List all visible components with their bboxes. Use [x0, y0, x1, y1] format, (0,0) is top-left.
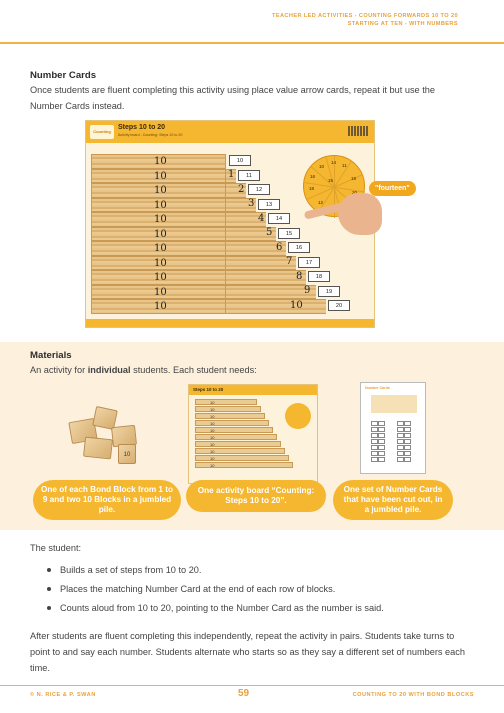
materials-intro-end: students. Each student needs: [130, 365, 257, 375]
ten-block: 10 [91, 285, 226, 300]
mini-row: 10 [195, 420, 269, 426]
sheet-cell [404, 433, 411, 438]
ten-block: 10 [91, 198, 226, 213]
mini-row: 10 [195, 434, 277, 440]
board-title: Steps 10 to 20 [118, 124, 166, 131]
list-item-text: Builds a set of steps from 10 to 20. [60, 565, 202, 575]
sheet-cell [371, 445, 378, 450]
board-brand-mark [348, 126, 368, 136]
ten-block: 10 [91, 183, 226, 198]
ten-block: 10 [91, 227, 226, 242]
mini-row: 10 [195, 399, 257, 405]
ten-block: 10 [91, 299, 226, 314]
number-card: 15 [278, 228, 300, 239]
sheet-cell [397, 451, 404, 456]
header-line-1: TEACHER LED ACTIVITIES - COUNTING FORWARDS 10 TO 20 [272, 13, 458, 19]
sheet-cell [371, 427, 378, 432]
step-block [226, 270, 306, 285]
ten-block: 10 [91, 154, 226, 169]
mini-row: 10 [195, 462, 293, 468]
step-number: 5 [266, 227, 273, 238]
wheel-number: 15 [328, 178, 334, 183]
sheet-cell [404, 427, 411, 432]
list-item-text: Places the matching Number Card at the end of each row of blocks. [60, 584, 336, 594]
bond-blocks-pile-image [62, 390, 152, 470]
list-item [44, 581, 464, 597]
sheet-cell [378, 451, 385, 456]
wheel-number: 11 [342, 163, 347, 168]
wheel-number: 16 [310, 174, 316, 179]
wheel-number: 14 [331, 160, 337, 165]
mini-activity-board-image [188, 384, 318, 484]
sheet-cell [397, 433, 404, 438]
sheet-cell [371, 421, 378, 426]
sheet-cell [404, 439, 411, 444]
mini-number-wheel [285, 403, 311, 429]
number-card: 19 [318, 286, 340, 297]
ten-block: 10 [91, 241, 226, 256]
number-card: 11 [238, 170, 260, 181]
page-header [272, 12, 458, 28]
material-label-number-cards: One set of Number Cards that have been cut out, in a jumbled pile. [333, 480, 453, 520]
student-steps-list [44, 562, 464, 619]
number-card: 10 [229, 155, 251, 166]
mini-row: 10 [195, 406, 261, 412]
ten-block: 10 [91, 256, 226, 271]
number-card: 12 [248, 184, 270, 195]
board-header-bar [86, 121, 374, 143]
ten-block: 10 [91, 270, 226, 285]
wheel-number: 19 [351, 176, 357, 181]
bullet-dot [47, 587, 51, 591]
number-card: 13 [258, 199, 280, 210]
number-cards-title: Number Cards [30, 70, 97, 81]
wheel-number: 12 [318, 200, 324, 205]
step-number: 9 [304, 285, 311, 296]
sheet-cell [404, 457, 411, 462]
mini-board-title: Steps 10 to 20 [193, 387, 224, 392]
step-number: 8 [296, 270, 303, 282]
board-footer-bar [86, 319, 374, 327]
mini-row: 10 [195, 455, 289, 461]
step-number: 6 [276, 241, 283, 253]
number-card: 20 [328, 300, 350, 311]
number-cards-text: Once students are fluent completing this activity using place value arrow cards, repeat it but use the Number Cards instead. [30, 85, 435, 111]
board-logo: Counting [90, 125, 114, 139]
mini-row: 10 [195, 441, 281, 447]
sheet-cell [378, 457, 385, 462]
step-block [226, 299, 326, 314]
step-number: 7 [286, 256, 293, 267]
bond-block [83, 437, 113, 460]
number-card: 18 [308, 271, 330, 282]
speech-bubble: "fourteen" [369, 181, 416, 196]
sheet-cell [378, 427, 385, 432]
number-card: 17 [298, 257, 320, 268]
student-intro: The student: [30, 543, 82, 553]
material-label-bond-blocks: One of each Bond Block from 1 to 9 and two 10 Blocks in a jumbled pile. [33, 480, 181, 520]
sheet-cell [404, 451, 411, 456]
sheet-cell [371, 439, 378, 444]
pointing-hand-image [338, 193, 382, 235]
sheet-cell [404, 445, 411, 450]
mini-row: 10 [195, 448, 285, 454]
header-rule [0, 42, 504, 44]
step-number: 2 [238, 183, 245, 195]
bullet-dot [47, 606, 51, 610]
step-number: 10 [290, 299, 303, 311]
step-number: 1 [228, 169, 235, 180]
sheet-title: Number Cards [365, 386, 390, 390]
wheel-number: 10 [319, 164, 325, 169]
footer-rule [0, 685, 504, 686]
step-number: 4 [258, 212, 265, 224]
step-block [226, 285, 316, 300]
mini-row: 10 [195, 427, 273, 433]
number-card-sheet-image [360, 382, 426, 474]
page-number: 59 [238, 688, 250, 699]
footer-copyright: © N. RICE & P. SWAN [30, 692, 96, 698]
sheet-cell [371, 457, 378, 462]
sheet-cell [397, 439, 404, 444]
closing-paragraph: After students are fluent completing this independently, repeat the activity in pairs. Students take turns to point to and say each number. Students alternate who starts so as they say a different set of numbers each time. [30, 631, 465, 673]
bullet-dot [47, 568, 51, 572]
material-label-activity-board: One activity board “Counting: Steps 10 to 20”. [186, 480, 326, 512]
materials-intro-bold: individual [87, 365, 131, 375]
materials-title: Materials [30, 350, 72, 361]
header-line-2: STARTING AT TEN - WITH NUMBERS [347, 21, 458, 27]
materials-intro [30, 362, 460, 378]
materials-intro-start: An activity for [30, 365, 88, 375]
sheet-cell [378, 445, 385, 450]
ten-block: 10 [91, 212, 226, 227]
sheet-cell [378, 433, 385, 438]
wheel-number: 18 [309, 186, 315, 191]
list-item-text: Counts aloud from 10 to 20, pointing to the Number Card as the number is said. [60, 603, 384, 613]
list-item [44, 600, 464, 616]
sheet-cell [404, 421, 411, 426]
mini-board-bar [189, 385, 317, 395]
sheet-cell [397, 421, 404, 426]
step-number: 3 [248, 198, 255, 209]
number-card: 14 [268, 213, 290, 224]
sheet-cell [397, 445, 404, 450]
sheet-cell [378, 439, 385, 444]
activity-board-image [85, 120, 410, 328]
sheet-illustration [371, 395, 417, 413]
number-card: 16 [288, 242, 310, 253]
mini-row: 10 [195, 413, 265, 419]
board-subtitle: Activity board - Counting: Steps 10 to 20 [118, 133, 183, 137]
footer-book-title: COUNTING TO 20 WITH BOND BLOCKS [352, 692, 474, 698]
sheet-cell [371, 451, 378, 456]
list-item [44, 562, 464, 578]
sheet-cell [378, 421, 385, 426]
sheet-cell [397, 457, 404, 462]
ten-blocks-column [91, 154, 226, 314]
sheet-cell [397, 427, 404, 432]
ten-block: 10 [91, 169, 226, 184]
sheet-cell [371, 433, 378, 438]
bond-block: 10 [118, 444, 136, 464]
